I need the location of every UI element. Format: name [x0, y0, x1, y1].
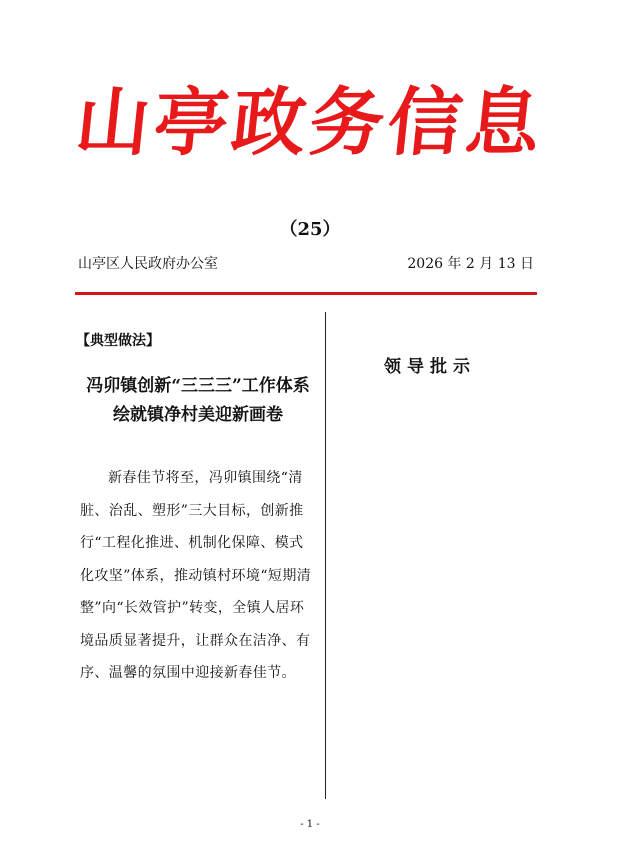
headline-line-2: 绘就镇净村美迎新画卷: [113, 405, 283, 425]
headline-line-1: 冯卯镇创新“三三三”工作体系: [86, 376, 310, 396]
issue-number: （25）: [279, 219, 341, 240]
masthead-title: 山亭政务信息: [71, 80, 549, 166]
column-divider: [325, 312, 326, 799]
issue-date: 2026 年 2 月 13 日: [407, 256, 534, 272]
leader-comments-title: 领导批示: [384, 357, 476, 377]
article-headline: [72, 372, 324, 430]
header-red-rule: [75, 292, 537, 295]
publisher: 山亭区人民政府办公室: [78, 256, 218, 272]
page-number: - 1 -: [300, 819, 320, 830]
article-body: 新春佳节将至，冯卯镇围绕“清脏、治乱、塑形”三大目标，创新推行“工程化推进、机制化保障、模式化攻坚”体系，推动镇村环境“短期清整”向“长效管护”转变，全镇人居环境品质显著提升，让群众在洁净、有序、温馨的氛围中迎接新春佳节。: [80, 470, 312, 681]
section-tag: 【典型做法】: [76, 333, 160, 349]
